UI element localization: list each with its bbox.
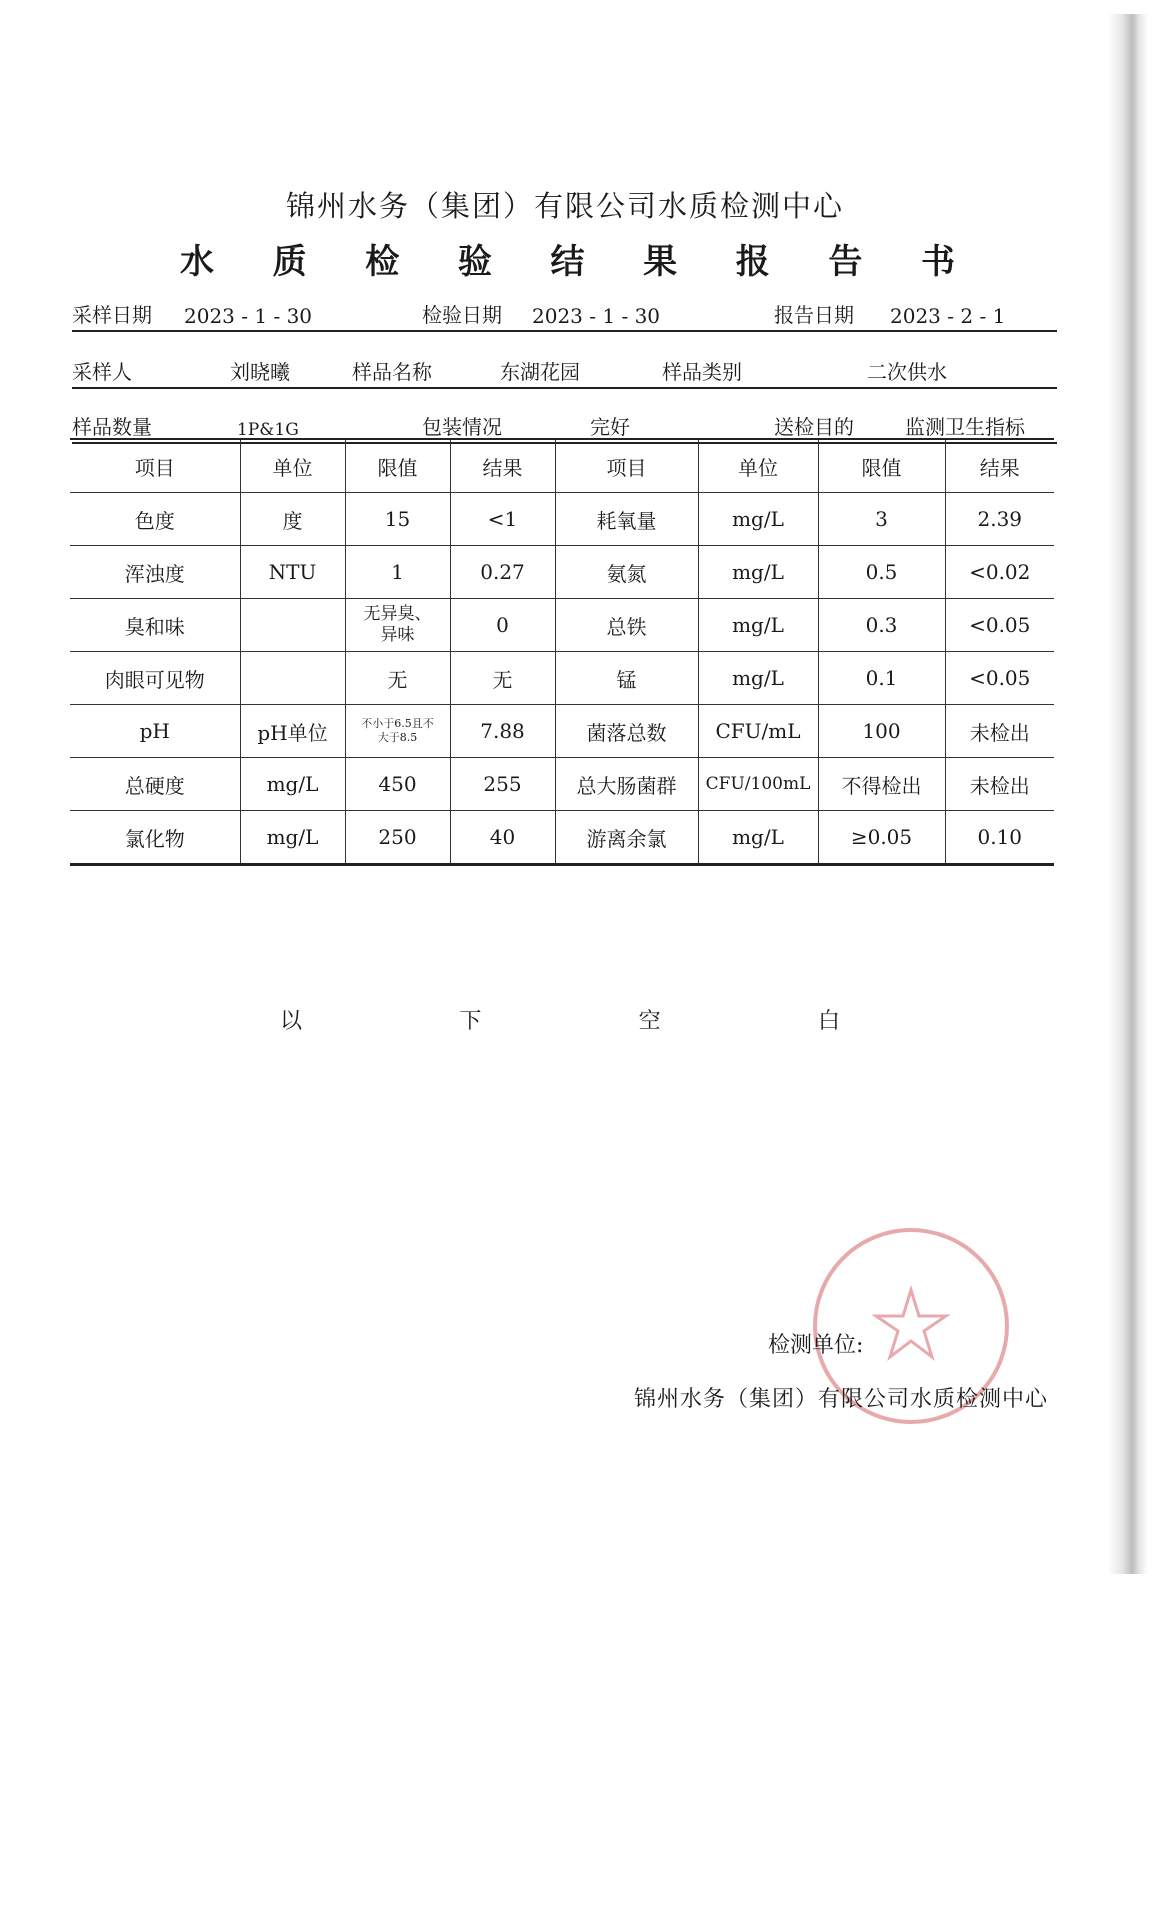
limit-cell: 100 <box>818 705 945 758</box>
result-cell: <0.02 <box>945 546 1054 599</box>
limit-cell: 不得检出 <box>818 758 945 811</box>
header-unit: 单位 <box>698 439 818 493</box>
org-title: 锦州水务（集团）有限公司水质检测中心 <box>285 189 844 223</box>
header-result: 结果 <box>450 439 555 493</box>
limit-cell: 250 <box>345 811 450 865</box>
sample-date-label: 采样日期 <box>72 303 152 327</box>
result-cell: 40 <box>450 811 555 865</box>
quantity-label: 样品数量 <box>72 415 152 439</box>
result-cell: 未检出 <box>945 705 1054 758</box>
unit-cell: NTU <box>240 546 345 599</box>
item-cell: 氯化物 <box>70 811 240 865</box>
limit-cell: 0.3 <box>818 599 945 652</box>
report-title-char: 告 <box>828 242 863 282</box>
unit-cell: pH单位 <box>240 705 345 758</box>
testing-unit-label: 检测单位: <box>768 1333 864 1358</box>
limit-cell: 0.1 <box>818 652 945 705</box>
item-cell: 游离余氯 <box>555 811 698 865</box>
page-edge-shadow <box>1108 14 1148 1574</box>
report-title-char: 质 <box>272 242 307 282</box>
report-title-char: 结 <box>550 242 585 282</box>
item-cell: 总大肠菌群 <box>555 758 698 811</box>
result-cell: 255 <box>450 758 555 811</box>
packaging-label: 包装情况 <box>422 415 502 439</box>
result-cell: 无 <box>450 652 555 705</box>
unit-cell: mg/L <box>698 811 818 865</box>
report-title-char: 水 <box>180 242 214 282</box>
table-row <box>70 599 1054 652</box>
table-row <box>70 652 1054 705</box>
test-date-value: 2023 - 1 - 30 <box>532 304 661 328</box>
unit-cell <box>240 599 345 652</box>
report-date-value: 2023 - 2 - 1 <box>890 304 1006 328</box>
limit-cell: 0.5 <box>818 546 945 599</box>
limit-cell: 无异臭、异味 <box>345 599 450 652</box>
report-date-label: 报告日期 <box>774 303 854 327</box>
unit-cell: mg/L <box>698 599 818 652</box>
results-table <box>70 438 1054 866</box>
purpose-label: 送检目的 <box>774 415 854 439</box>
table-row <box>70 758 1054 811</box>
sampler-label: 采样人 <box>72 360 132 384</box>
testing-unit-name: 锦州水务（集团）有限公司水质检测中心 <box>634 1387 1049 1412</box>
quantity-value: 1P&1G <box>237 420 299 440</box>
item-cell: 浑浊度 <box>70 546 240 599</box>
unit-cell: 度 <box>240 493 345 546</box>
report-title-char: 报 <box>735 242 770 282</box>
table-row <box>70 493 1054 546</box>
item-cell: 肉眼可见物 <box>70 652 240 705</box>
header-limit: 限值 <box>345 439 450 493</box>
item-cell: 耗氧量 <box>555 493 698 546</box>
result-cell: 未检出 <box>945 758 1054 811</box>
test-date-label: 检验日期 <box>422 303 502 327</box>
blank-note <box>280 1004 840 1035</box>
sample-name-label: 样品名称 <box>352 360 432 384</box>
report-title-char: 验 <box>457 242 492 282</box>
header-item: 项目 <box>555 439 698 493</box>
result-cell: <0.05 <box>945 652 1054 705</box>
header-result: 结果 <box>945 439 1054 493</box>
item-cell: 总硬度 <box>70 758 240 811</box>
sampler-value: 刘晓曦 <box>230 360 290 384</box>
item-cell: pH <box>70 705 240 758</box>
header-limit: 限值 <box>818 439 945 493</box>
unit-cell: mg/L <box>698 546 818 599</box>
unit-cell: mg/L <box>698 493 818 546</box>
limit-cell: 1 <box>345 546 450 599</box>
blank-note-char: 空 <box>638 1009 661 1034</box>
limit-cell: ≥0.05 <box>818 811 945 865</box>
report-title <box>180 234 955 283</box>
limit-cell: 15 <box>345 493 450 546</box>
blank-note-char: 白 <box>817 1009 840 1034</box>
result-cell: <1 <box>450 493 555 546</box>
header-unit: 单位 <box>240 439 345 493</box>
header-item: 项目 <box>70 439 240 493</box>
sample-type-value: 二次供水 <box>867 360 947 384</box>
sample-type-label: 样品类别 <box>662 360 742 384</box>
unit-cell: CFU/mL <box>698 705 818 758</box>
packaging-value: 完好 <box>590 415 630 439</box>
item-cell: 总铁 <box>555 599 698 652</box>
purpose-value: 监测卫生指标 <box>905 415 1025 439</box>
sample-name-value: 东湖花园 <box>500 360 580 384</box>
unit-cell: mg/L <box>240 811 345 865</box>
limit-cell: 3 <box>818 493 945 546</box>
info-row-sample <box>72 357 1057 389</box>
result-cell: <0.05 <box>945 599 1054 652</box>
result-cell: 0.27 <box>450 546 555 599</box>
sample-date-value: 2023 - 1 - 30 <box>184 304 313 328</box>
result-cell: 0.10 <box>945 811 1054 865</box>
result-cell: 7.88 <box>450 705 555 758</box>
result-cell: 0 <box>450 599 555 652</box>
info-row-dates <box>72 300 1057 332</box>
table-header-row <box>70 439 1054 493</box>
unit-cell: mg/L <box>698 652 818 705</box>
limit-cell: 不小于6.5且不大于8.5 <box>345 705 450 758</box>
blank-note-char: 下 <box>459 1009 482 1034</box>
item-cell: 菌落总数 <box>555 705 698 758</box>
unit-cell: mg/L <box>240 758 345 811</box>
table-row <box>70 811 1054 865</box>
item-cell: 氨氮 <box>555 546 698 599</box>
limit-cell: 450 <box>345 758 450 811</box>
item-cell: 色度 <box>70 493 240 546</box>
unit-cell <box>240 652 345 705</box>
item-cell: 臭和味 <box>70 599 240 652</box>
unit-cell: CFU/100mL <box>698 758 818 811</box>
blank-note-char: 以 <box>280 1009 303 1034</box>
table-row <box>70 546 1054 599</box>
table-row <box>70 705 1054 758</box>
item-cell: 锰 <box>555 652 698 705</box>
result-cell: 2.39 <box>945 493 1054 546</box>
report-title-char: 书 <box>921 242 955 282</box>
report-title-char: 果 <box>643 242 678 282</box>
limit-cell: 无 <box>345 652 450 705</box>
report-title-char: 检 <box>365 242 400 282</box>
